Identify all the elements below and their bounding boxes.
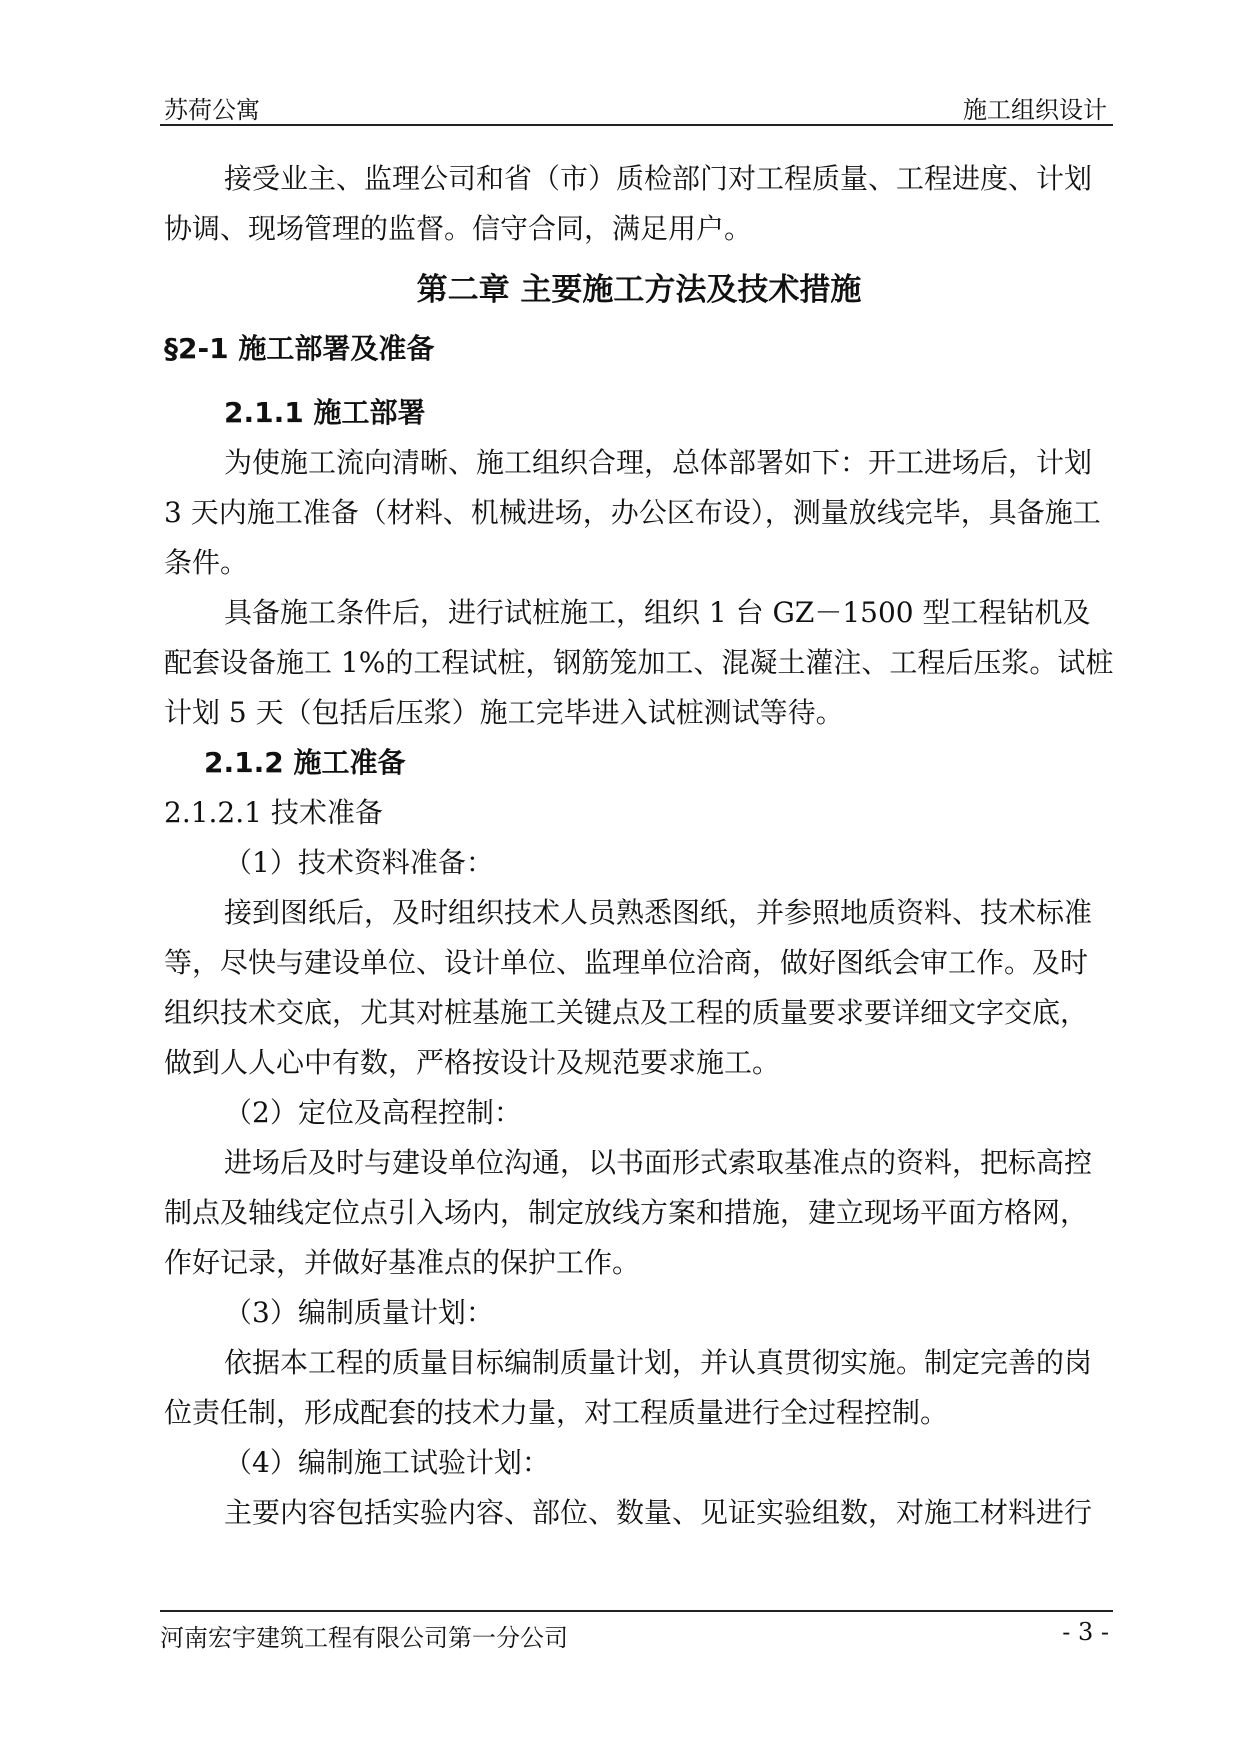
footer-company-name: 河南宏宇建筑工程有限公司第一分公司 bbox=[160, 1624, 568, 1652]
header-project-name: 苏荷公寓 bbox=[164, 96, 260, 124]
item-4-heading: （4）编制施工试验计划： bbox=[224, 1446, 550, 1479]
page-header bbox=[160, 84, 1113, 126]
section-title: §2-1 施工部署及准备 bbox=[164, 332, 435, 365]
item-3-text: 依据本工程的质量目标编制质量计划，并认真贯彻实施。制定完善的岗位责任制，形成配套的技术力量，对工程质量进行全过程控制。 bbox=[164, 1346, 1093, 1429]
document-body bbox=[164, 154, 1114, 1538]
item-1-text: 接到图纸后，及时组织技术人员熟悉图纸，并参照地质资料、技术标准等，尽快与建设单位、设计单位、监理单位洽商，做好图纸会审工作。及时组织技术交底，尤其对桩基施工关键点及工程的质量要求要详细文字交底，做到人人心中有数，严格按设计及规范要求施工。 bbox=[164, 896, 1093, 1079]
intro-paragraph: 接受业主、监理公司和省（市）质检部门对工程质量、工程进度、计划协调、现场管理的监督。信守合同，满足用户。 bbox=[164, 162, 1093, 245]
subsection-2-1-1-paragraph-1: 为使施工流向清晰、施工组织合理，总体部署如下：开工进场后，计划 3 天内施工准备（材料、机械进场，办公区布设），测量放线完毕，具备施工条件。 bbox=[164, 446, 1101, 579]
header-document-type: 施工组织设计 bbox=[963, 96, 1107, 124]
subsection-2-1-1-title: 2.1.1 施工部署 bbox=[224, 396, 426, 429]
subsection-2-1-1-paragraph-2: 具备施工条件后，进行试桩施工，组织 1 台 GZ－1500 型工程钻机及配套设备施工 1%的工程试桩，钢筋笼加工、混凝土灌注、工程后压浆。试桩计划 5 天（包括后压浆）施工完毕进入试桩测试等待。 bbox=[164, 596, 1114, 729]
page-number: - 3 - bbox=[1062, 1618, 1109, 1646]
subsection-2-1-2-1-title: 2.1.2.1 技术准备 bbox=[164, 796, 383, 829]
item-1-heading: （1）技术资料准备： bbox=[224, 846, 494, 879]
chapter-title: 第二章 主要施工方法及技术措施 bbox=[416, 272, 862, 308]
subsection-2-1-2-title: 2.1.2 施工准备 bbox=[204, 746, 406, 779]
item-3-heading: （3）编制质量计划： bbox=[224, 1296, 494, 1329]
page-footer bbox=[160, 1610, 1113, 1652]
item-2-heading: （2）定位及高程控制： bbox=[224, 1096, 522, 1129]
item-2-text: 进场后及时与建设单位沟通，以书面形式索取基准点的资料，把标高控制点及轴线定位点引入场内，制定放线方案和措施，建立现场平面方格网，作好记录，并做好基准点的保护工作。 bbox=[164, 1146, 1093, 1279]
item-4-text: 主要内容包括实验内容、部位、数量、见证实验组数，对施工材料进行 bbox=[224, 1496, 1093, 1529]
